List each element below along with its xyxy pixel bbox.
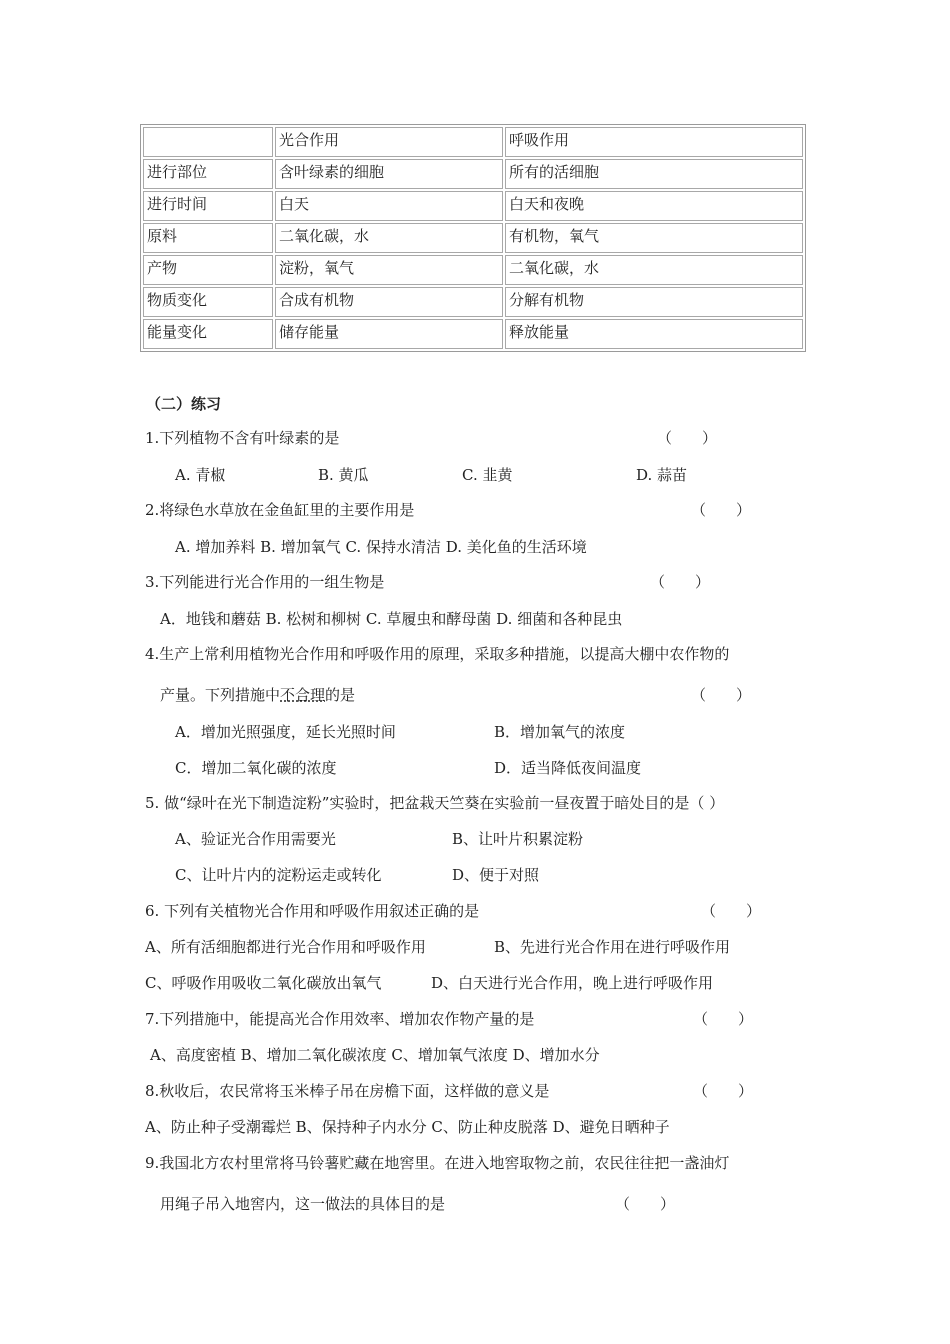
q9-stem: 9.我国北方农村里常将马铃薯贮藏在地窖里。在进入地窖取物之前，农民往往把一盏油灯: [145, 1154, 730, 1172]
row-label-cell: 能量变化: [143, 319, 273, 349]
q3-stem: 3.下列能进行光合作用的一组生物是: [145, 573, 385, 591]
table-row: [143, 159, 803, 189]
table-row: [143, 255, 803, 285]
q2-answer-blank: （ ）: [691, 501, 752, 519]
row-label-cell: 进行时间: [143, 191, 273, 221]
row-label-cell: [143, 127, 273, 157]
table-row: [143, 319, 803, 349]
table-row: [143, 191, 803, 221]
q9-answer-blank: （ ）: [615, 1195, 676, 1213]
q4-answer-blank: （ ）: [691, 686, 752, 704]
q4-underlined-text: 不合理: [280, 686, 326, 704]
table-cell: 二氧化碳，水: [505, 255, 803, 285]
q2-options: A. 增加养料 B. 增加氧气 C. 保持水清洁 D. 美化鱼的生活环境: [175, 538, 587, 556]
q6-option-c: C、呼吸作用吸收二氧化碳放出氧气: [145, 974, 382, 992]
table-cell: 含叶绿素的细胞: [275, 159, 503, 189]
table-cell: 有机物，氧气: [505, 223, 803, 253]
row-label-cell: 进行部位: [143, 159, 273, 189]
comparison-table: [140, 124, 806, 352]
q4-stem2-pre: 产量。下列措施中: [160, 686, 281, 704]
q6-option-d: D、白天进行光合作用，晚上进行呼吸作用: [431, 974, 714, 992]
q1-answer-blank: （ ）: [657, 429, 718, 447]
q3-options: A．地钱和蘑菇 B. 松树和柳树 C. 草履虫和酵母菌 D. 细菌和各种昆虫: [160, 610, 623, 628]
q6-answer-blank: （ ）: [701, 902, 762, 920]
q5-option-c: C、让叶片内的淀粉运走或转化: [175, 866, 382, 884]
q7-options: A、高度密植 B、增加二氧化碳浓度 C、增加氧气浓度 D、增加水分: [150, 1046, 600, 1064]
q6-stem: 6. 下列有关植物光合作用和呼吸作用叙述正确的是: [145, 902, 480, 920]
q9-stem-line2: 用绳子吊入地窖内，这一做法的具体目的是: [160, 1195, 446, 1213]
q1-stem: 1.下列植物不含有叶绿素的是: [145, 429, 340, 447]
q5-option-d: D、便于对照: [452, 866, 540, 884]
q1-option-b: B. 黄瓜: [318, 466, 369, 484]
table-cell: 二氧化碳，水: [275, 223, 503, 253]
row-label-cell: 物质变化: [143, 287, 273, 317]
q1-option-d: D. 蒜苗: [636, 466, 688, 484]
table-cell: 释放能量: [505, 319, 803, 349]
row-label-cell: 原料: [143, 223, 273, 253]
table-header-row: [143, 127, 803, 157]
q4-option-c: C．增加二氧化碳的浓度: [175, 759, 337, 777]
q2-stem: 2.将绿色水草放在金鱼缸里的主要作用是: [145, 501, 415, 519]
q7-stem: 7.下列措施中，能提高光合作用效率、增加农作物产量的是: [145, 1010, 535, 1028]
q5-option-b: B、让叶片积累淀粉: [452, 830, 584, 848]
q4-stem: 4.生产上常利用植物光合作用和呼吸作用的原理，采取多种措施，以提高大棚中农作物的: [145, 645, 730, 663]
q3-answer-blank: （ ）: [650, 573, 711, 591]
q4-stem-line2: [160, 685, 355, 705]
q1-option-c: C. 韭黄: [462, 466, 513, 484]
q8-stem: 8.秋收后，农民常将玉米棒子吊在房檐下面，这样做的意义是: [145, 1082, 550, 1100]
table-cell: 淀粉，氧气: [275, 255, 503, 285]
q6-option-a: A、所有活细胞都进行光合作用和呼吸作用: [145, 938, 426, 956]
q8-options: A、防止种子受潮霉烂 B、保持种子内水分 C、防止种皮脱落 D、避免日晒种子: [145, 1118, 670, 1136]
table-cell: 储存能量: [275, 319, 503, 349]
q4-option-b: B．增加氧气的浓度: [494, 723, 626, 741]
table-cell: 呼吸作用: [505, 127, 803, 157]
table-row: [143, 223, 803, 253]
table-row: [143, 287, 803, 317]
table-cell: 合成有机物: [275, 287, 503, 317]
q4-option-d: D．适当降低夜间温度: [494, 759, 642, 777]
q5-stem: 5. 做“绿叶在光下制造淀粉”实验时，把盆栽天竺葵在实验前一昼夜置于暗处目的是（ ）: [145, 794, 725, 812]
q4-stem2-post: 的是: [325, 686, 356, 704]
table-cell: 分解有机物: [505, 287, 803, 317]
q7-answer-blank: （ ）: [693, 1010, 754, 1028]
row-label-cell: 产物: [143, 255, 273, 285]
table-cell: 光合作用: [275, 127, 503, 157]
table-cell: 所有的活细胞: [505, 159, 803, 189]
q4-option-a: A．增加光照强度，延长光照时间: [175, 723, 396, 741]
q6-option-b: B、先进行光合作用在进行呼吸作用: [494, 938, 731, 956]
table-cell: 白天和夜晚: [505, 191, 803, 221]
q1-option-a: A. 青椒: [175, 466, 226, 484]
table-cell: 白天: [275, 191, 503, 221]
section-title: （二）练习: [146, 395, 222, 413]
q5-option-a: A、验证光合作用需要光: [175, 830, 336, 848]
q8-answer-blank: （ ）: [693, 1082, 754, 1100]
